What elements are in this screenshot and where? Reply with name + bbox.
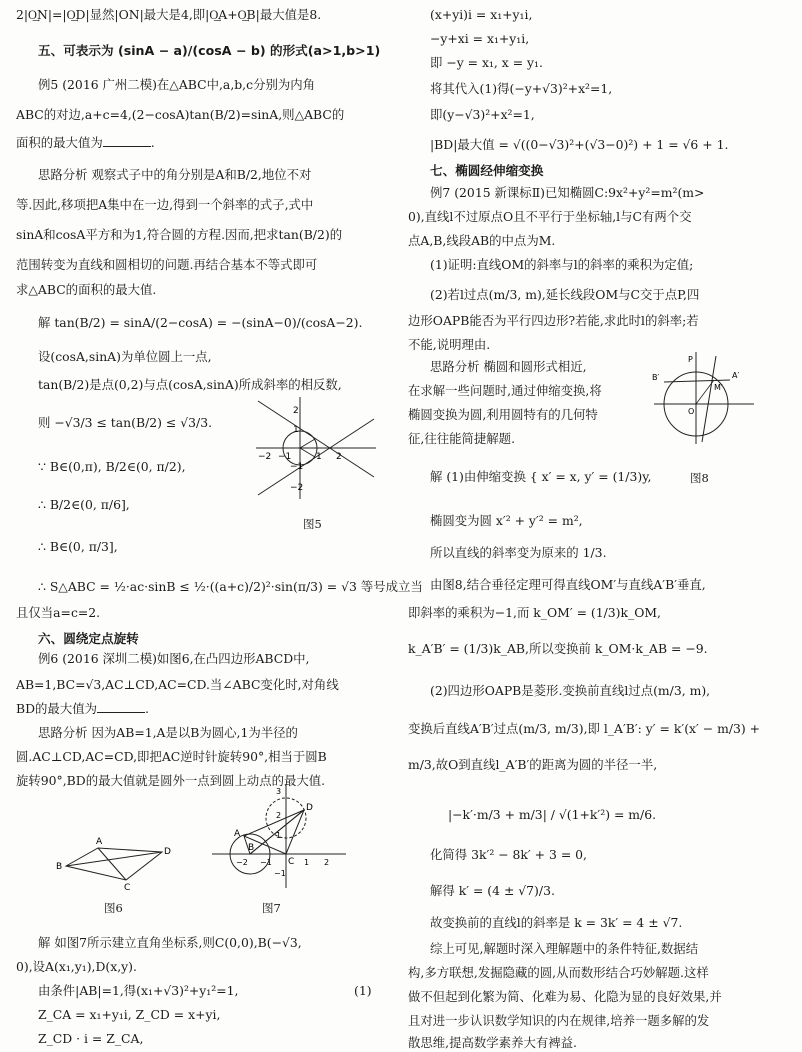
solution-line: 即 −y = x₁, x = y₁. [430,55,543,70]
analysis-line: 在求解一些问题时,通过伸缩变换,将 [408,383,602,398]
point-label: P [688,355,693,364]
point-label: B [248,843,255,853]
vertex-label: A [96,837,103,847]
point-label: A [234,829,241,839]
solution-line: (2)四边形OAPB是菱形.变换前直线l过点(m/3, m), [430,683,711,698]
question-2: (2)若l过点(m/3, m),延长线段OM与C交于点P,四 [430,287,700,302]
analysis-line: 圆.AC⊥CD,AC=CD,即把AC逆时针旋转90°,相当于圆B [16,749,327,764]
figure-7-caption: 图7 [262,901,281,915]
distance-equation: |−k′·m/3 + m/3| / √(1+k′²) = m/6. [448,807,657,822]
example-7: 例7 (2015 新课标Ⅱ)已知椭圆C:9x²+y²=m²(m> [430,185,705,200]
solution-line: 即斜率的乘积为−1,而 k_OM′ = (1/3)k_OM, [408,605,661,620]
conclusion-line: 散思维,提高数学素养大有裨益. [408,1035,577,1050]
figure-8-diagram [652,350,756,446]
solution-line: ∵ B∈(0,π), B/2∈(0, π/2), [38,459,186,474]
solution-line: Z_CA = x₁+y₁i, Z_CD = x+yi, [38,1007,221,1022]
point-label: M′ [714,383,723,392]
section-heading-5: 五、可表示为 (sinA − a)/(cosA − b) 的形式(a>1,b>1) [38,43,381,58]
example-7-cont: 0),直线l不过原点O且不平行于坐标轴,l与C有两个交 [408,209,692,224]
solution-line: Z_CD · i = Z_CA, [38,1031,144,1046]
solution-line: ∴ B∈(0, π/3], [38,539,118,554]
tick-label: 2 [293,406,299,416]
figure-6-diagram [54,832,184,892]
tick-label: 2 [276,811,282,820]
analysis-line: 旋转90°,BD的最大值就是圆外一点到圆上动点的最大值. [16,773,326,788]
solution-line: 由条件|AB|=1,得(x₁+√3)²+y₁²=1, [38,983,239,998]
tick-label: 1 [293,425,299,435]
question-1: (1)证明:直线OM的斜率与l的斜率的乘积为定值; [430,257,694,272]
solution-line: m/3,故O到直线l_A′B′的距离为圆的半径一半, [408,757,658,772]
example-7-cont: 点A,B,线段AB的中点为M. [408,233,556,248]
point-label: O [688,407,695,416]
tick-label: −1 [274,869,286,878]
analysis-line: 求△ABC的面积的最大值. [16,282,157,297]
figure-6-caption: 图6 [104,901,123,915]
solution-line: 将其代入(1)得(−y+√3)²+x²=1, [430,81,613,96]
answer-blank [97,700,145,713]
example-6-end: BD的最大值为 . [16,701,149,716]
solution-line: |BD|最大值 = √((0−√3)²+(√3−0)²) + 1 = √6 + 1. [430,137,729,152]
text-line: 2|O͢N|=|O͢D|显然|ON|最大是4,即|O͢A+O͢B|最大值是8. [16,7,322,22]
answer-blank [103,134,151,147]
solution-line: ∴ B/2∈(0, π/6], [38,497,130,512]
section-heading-7: 七、椭圆经伸缩变换 [430,163,544,178]
figure-5-caption: 图5 [303,517,322,531]
tick-label: −2 [236,858,248,867]
solution-line: 所以直线的斜率变为原来的 1/3. [430,545,607,560]
conclusion-line: 做不但起到化繁为简、化难为易、化隐为显的良好效果,并 [408,989,722,1004]
example-5: 例5 (2016 广州二模)在△ABC中,a,b,c分别为内角 [38,77,316,92]
vertex-label: C [124,883,131,892]
analysis-line: 思路分析 因为AB=1,A是以B为圆心,1为半径的 [38,725,298,740]
tick-label: −1 [260,858,272,867]
question-2-cont: 边形OAPB能否为平行四边形?若能,求此时l的斜率;若 [408,313,699,328]
tick-label: −2 [258,452,272,462]
analysis-line: 征,往往能简捷解题. [408,431,516,446]
tick-label: 2 [324,858,330,867]
solution-line: 变换后直线A′B′过点(m/3, m/3),即 l_A′B′: y′ = k′(x′ − m/3) + [408,721,761,736]
tick-label: 2 [336,452,342,462]
solution-line: 化简得 3k′² − 8k′ + 3 = 0, [430,847,587,862]
equation-tag: (1) [354,983,372,998]
question-2-cont: 不能,说明理由. [408,337,491,352]
analysis-line: 椭圆变换为圆,利用圆特有的几何特 [408,407,598,422]
conclusion-line: 且对进一步认识数学知识的内在规律,培养一题多解的发 [408,1013,710,1028]
solution-line: 解得 k′ = (4 ± √7)/3. [430,883,555,898]
section-heading-6: 六、圆绕定点旋转 [38,631,139,646]
analysis-line: 思路分析 观察式子中的角分别是A和B/2,地位不对 [38,167,312,182]
tick-label: 3 [276,787,282,796]
point-label: B′ [652,373,660,382]
solution-line: (x+yi)i = x₁+y₁i, [430,7,533,22]
tick-label: 1 [316,452,322,462]
tick-label: −1 [278,452,292,462]
figure-5-diagram [250,393,382,505]
solution-line: 解 (1)由伸缩变换 { x′ = x, y′ = (1/3)y, [430,469,652,484]
example-6: 例6 (2016 深圳二模)如图6,在凸四边形ABCD中, [38,651,310,666]
solution-line: tan(B/2)是点(0,2)与点(cosA,sinA)所成斜率的相反数, [38,377,342,392]
example-5-cont: ABC的对边,a+c=4,(2−cosA)tan(B/2)=sinA,则△ABC的 [16,107,345,122]
point-label: D [306,803,313,813]
analysis-line: sinA和cosA平方和为1,符合圆的方程.因而,把求tan(B/2)的 [16,227,343,242]
solution-line: 解 如图7所示建立直角坐标系,则C(0,0),B(−√3, [38,935,302,950]
solution-line: −y+xi = x₁+y₁i, [430,31,530,46]
solution-line: 椭圆变为圆 x′² + y′² = m², [430,513,583,528]
vertex-label: D [164,847,171,857]
tick-label: 1 [276,831,282,840]
solution-line: 设(cosA,sinA)为单位圆上一点, [38,349,212,364]
tick-label: −2 [290,483,304,493]
vertex-label: B [56,862,63,872]
analysis-line: 范围转变为直线和圆相切的问题.再结合基本不等式即可 [16,257,318,272]
tick-label: −1 [290,462,304,472]
solution-line: k_A′B′ = (1/3)k_AB,所以变换前 k_OM·k_AB = −9. [408,641,708,656]
solution-line: ∴ S△ABC = ½·ac·sinB ≤ ½·((a+c)/2)²·sin(π/3) = √3 等号成立当 [38,579,423,594]
point-label: C [288,857,295,867]
point-label: A′ [732,371,740,380]
analysis-line: 等.因此,移项把A集中在一边,得到一个斜率的式子,式中 [16,197,314,212]
figure-8-caption: 图8 [690,471,709,485]
solution-line: 故变换前的直线l的斜率是 k = 3k′ = 4 ± √7. [430,915,683,930]
figure-7-diagram [208,780,350,892]
solution-line: 由图8,结合垂径定理可得直线OM′与直线A′B′垂直, [430,577,706,592]
solution-line: 即(y−√3)²+x²=1, [430,107,535,122]
conclusion-line: 构,多方联想,发掘隐藏的圆,从而数形结合巧妙解题.这样 [408,965,709,980]
tick-label: 1 [304,858,310,867]
solution-line: 0),设A(x₁,y₁),D(x,y). [16,959,137,974]
solution-line: 则 −√3/3 ≤ tan(B/2) ≤ √3/3. [38,415,213,430]
conclusion-line: 综上可见,解题时深入理解题中的条件特征,数据结 [430,941,699,956]
example-6-cont: AB=1,BC=√3,AC⊥CD,AC=CD.当∠ABC变化时,对角线 [16,677,339,692]
solution-line: 解 tan(B/2) = sinA/(2−cosA) = −(sinA−0)/(cosA−2). [38,315,363,330]
example-5-end: 面积的最大值为 . [16,135,155,150]
analysis-line: 思路分析 椭圆和圆形式相近, [430,359,587,374]
solution-line: 且仅当a=c=2. [16,605,101,620]
